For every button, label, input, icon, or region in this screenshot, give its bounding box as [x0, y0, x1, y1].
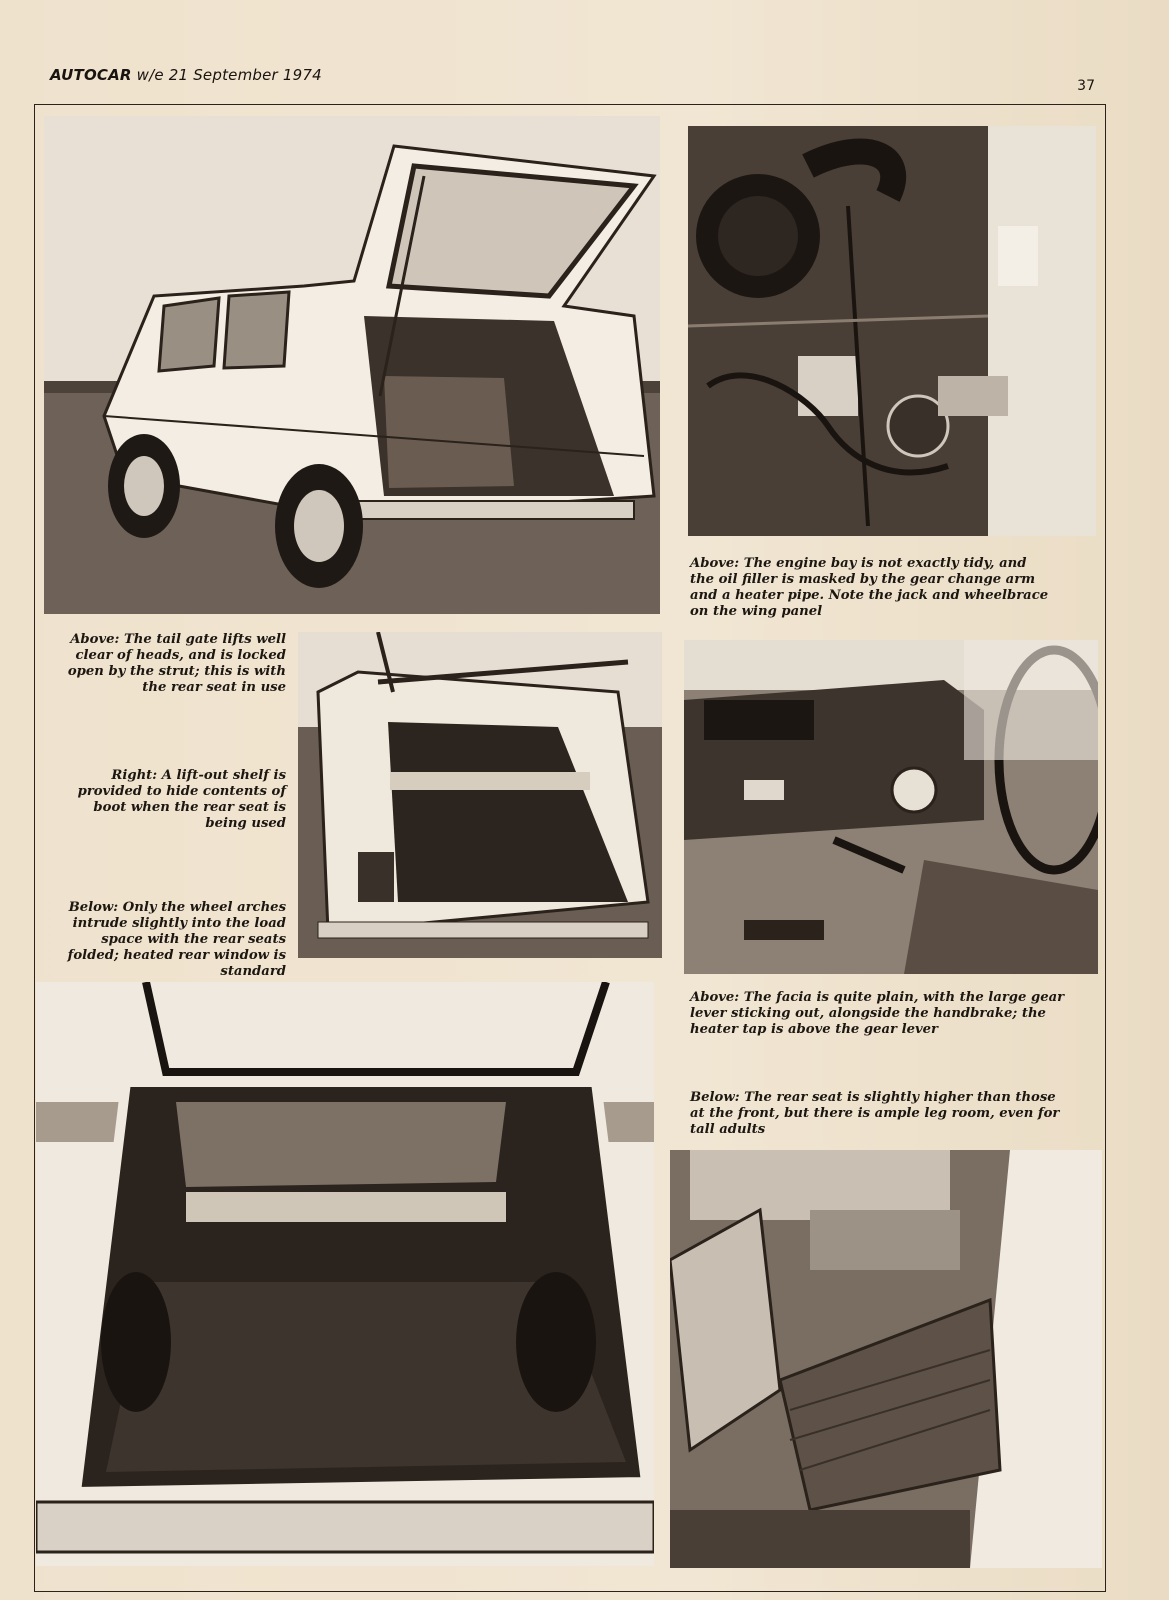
masthead-brand: AUTOCAR [50, 66, 132, 84]
engine-bay-caption: Above: The engine bay is not exactly tidy, and the oil filler is masked by the gear change arm and a heater pipe. Note the jack and wheelbrace on the wing panel [690, 556, 1049, 619]
car-photo-icon [44, 116, 660, 614]
dashboard-photo-icon [684, 640, 1098, 974]
page-number: 37 [1077, 78, 1095, 94]
tail-gate-caption: Above: The tail gate lifts well clear of heads, and is locked open by the strut; this is with the rear seat in use [67, 632, 286, 695]
dashboard-photo [684, 640, 1098, 974]
load-space-photo-icon [36, 982, 654, 1566]
engine-photo-icon [688, 126, 1096, 536]
rear-seat-photo [670, 1150, 1102, 1568]
load-space-photo [36, 982, 654, 1566]
facia-caption: Above: The facia is quite plain, with the large gear lever sticking out, alongside the handbrake; the heater tap is above the gear lever [690, 990, 1065, 1037]
engine-bay-photo [688, 126, 1096, 536]
car-rear-tailgate-photo [44, 116, 660, 614]
load-space-caption: Below: Only the wheel arches intrude slightly into the load space with the rear seats folded; heated rear window is standard [67, 900, 286, 979]
seat-photo-icon [670, 1150, 1102, 1568]
boot-photo-icon [298, 632, 662, 958]
shelf-caption: Right: A lift-out shelf is provided to hide contents of boot when the rear seat is being used [77, 768, 286, 831]
masthead-issue: w/e 21 September 1974 [136, 66, 322, 84]
masthead [50, 66, 322, 84]
rear-seat-caption: Below: The rear seat is slightly higher than those at the front, but there is ample leg room, even for tall adults [690, 1090, 1060, 1137]
boot-shelf-photo [298, 632, 662, 958]
